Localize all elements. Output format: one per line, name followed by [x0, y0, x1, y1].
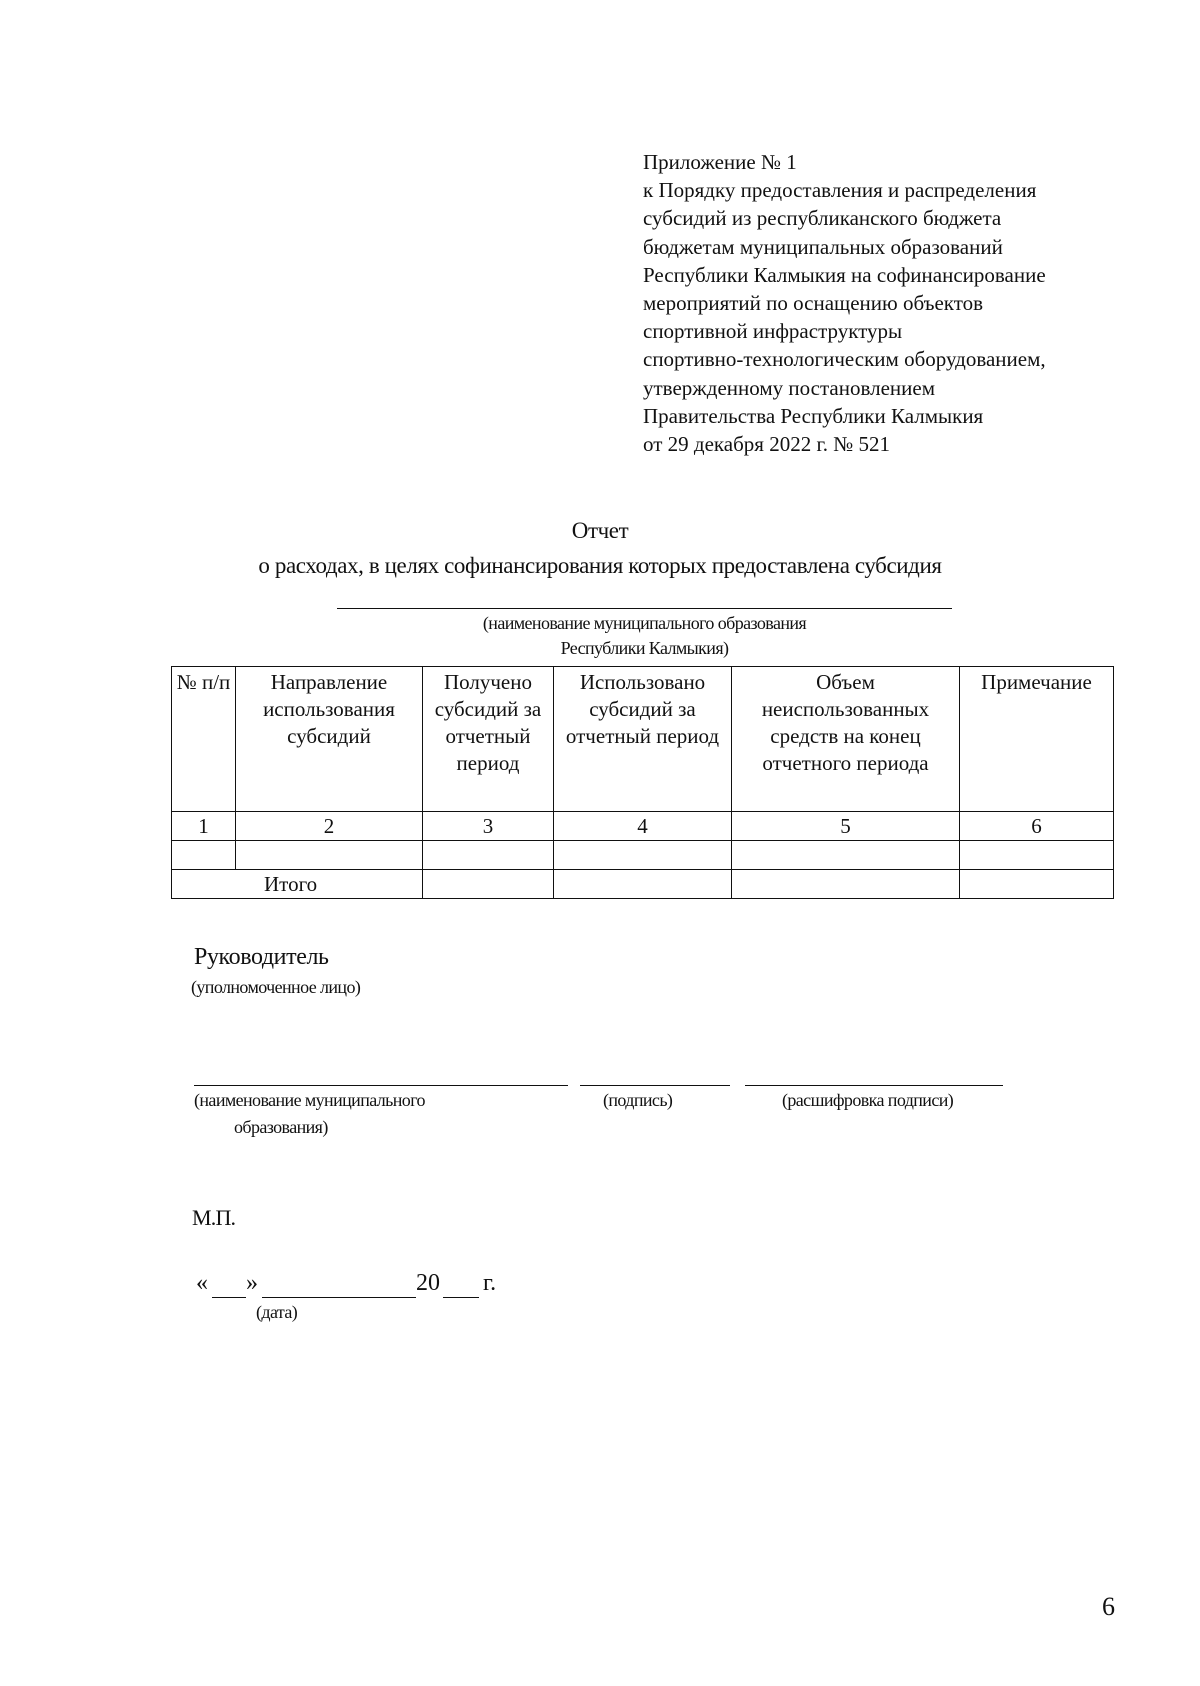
signature-decoding-line [745, 1085, 1003, 1086]
column-number-cell: 1 [172, 812, 236, 841]
signatory-subtitle: (уполномоченное лицо) [191, 977, 361, 997]
header-cell-received: Получено субсидий за отчетный период [423, 667, 554, 812]
appendix-line: утвержденному постановлением [643, 375, 936, 400]
header-cell-unused: Объем неиспользованных средств на конец отчетного периода [732, 667, 960, 812]
appendix-line: Республики Калмыкия на софинансирование [643, 262, 1046, 287]
table-cell [236, 841, 423, 870]
column-number-row [172, 812, 1114, 841]
appendix-block [643, 148, 1143, 458]
header-cell-direction: Направление использования субсидий [236, 667, 423, 812]
page-number: 6 [1102, 1592, 1115, 1621]
table-cell [423, 841, 554, 870]
column-number-cell: 4 [554, 812, 732, 841]
appendix-line: Приложение № 1 [643, 150, 797, 174]
appendix-line: мероприятий по оснащению объектов [643, 291, 984, 316]
table-row [172, 841, 1114, 870]
table-cell [423, 870, 554, 899]
total-row [172, 870, 1114, 899]
date-year-line [443, 1297, 479, 1298]
column-number-cell: 2 [236, 812, 423, 841]
date-year-suffix: г. [483, 1270, 497, 1296]
appendix-line: бюджетам муниципальных образований [643, 234, 1003, 259]
date-open-quote: « [196, 1270, 208, 1296]
signature-decoding-caption: (расшифровка подписи) [782, 1090, 954, 1110]
header-cell-note: Примечание [960, 667, 1114, 812]
date-month-line [262, 1297, 416, 1298]
appendix-line: спортивной инфраструктуры [643, 319, 903, 344]
column-number-cell: 6 [960, 812, 1114, 841]
appendix-line: спортивно-технологическим оборудованием, [643, 347, 1046, 372]
municipality-caption-line2: Республики Калмыкия) [560, 638, 729, 658]
header-cell-number: № п/п [172, 667, 236, 812]
date-day-line [212, 1297, 246, 1298]
table-header-row [172, 667, 1114, 812]
column-number-cell: 5 [732, 812, 960, 841]
municipality-name-line [337, 608, 952, 609]
appendix-line: от 29 декабря 2022 г. № 521 [643, 432, 890, 457]
municipality-caption-line1: (наименование муниципального образования [482, 613, 807, 633]
appendix-line: к Порядку предоставления и распределения [643, 178, 1037, 203]
table-cell [732, 870, 960, 899]
table-cell [554, 870, 732, 899]
appendix-line: субсидий из республиканского бюджета [643, 206, 1002, 231]
table-cell [960, 841, 1114, 870]
header-cell-used: Использовано субсидий за отчетный период [554, 667, 732, 812]
stamp-label: М.П. [192, 1205, 236, 1230]
org-name-caption-line1: (наименование муниципального [194, 1090, 425, 1110]
column-number-cell: 3 [423, 812, 554, 841]
table-cell [172, 841, 236, 870]
date-caption: (дата) [256, 1302, 298, 1322]
signatory-title: Руководитель [194, 944, 329, 970]
date-close-quote: » [246, 1270, 258, 1296]
total-label: Итого [172, 870, 423, 899]
table-cell [732, 841, 960, 870]
appendix-line: Правительства Республики Калмыкия [643, 403, 984, 428]
signature-caption: (подпись) [603, 1090, 673, 1110]
table-cell [554, 841, 732, 870]
table-cell [960, 870, 1114, 899]
org-name-line [194, 1085, 568, 1086]
signature-line [580, 1085, 730, 1086]
org-name-caption-line2: образования) [234, 1117, 328, 1137]
report-title: Отчет [571, 518, 629, 543]
date-year-prefix: 20 [416, 1270, 440, 1296]
report-subtitle: о расходах, в целях софинансирования которых предоставлена субсидия [258, 553, 942, 578]
report-table [171, 666, 1114, 899]
